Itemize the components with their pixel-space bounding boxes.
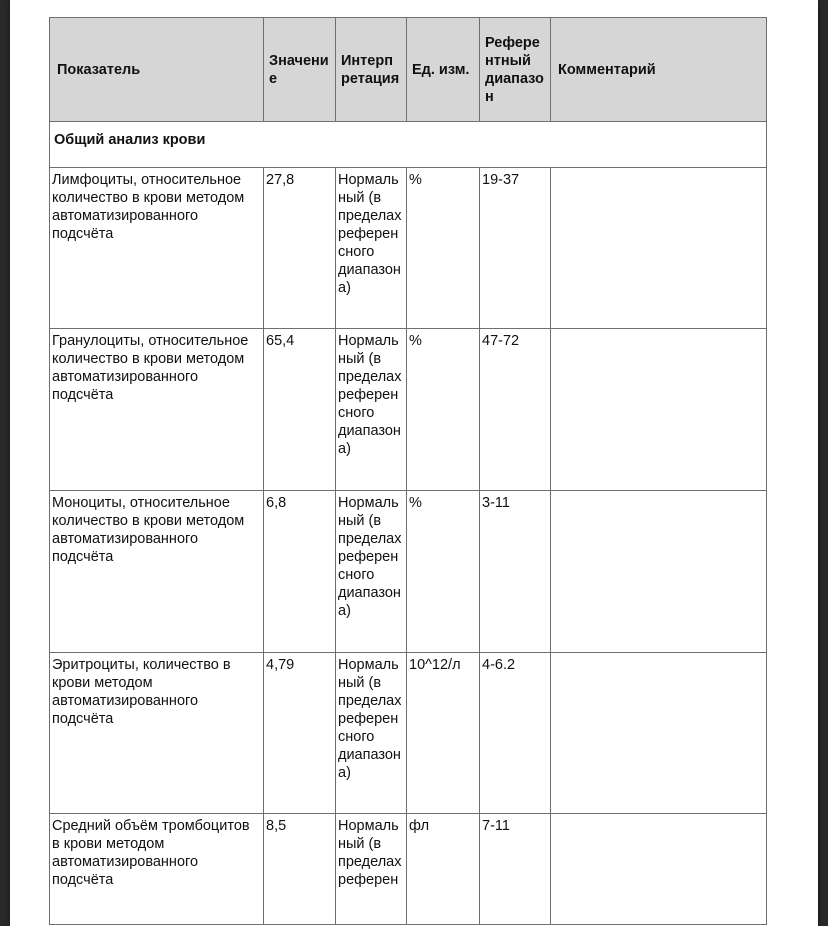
cell-interpretation: Нормальный (в пределах референсного диапазона): [336, 491, 407, 653]
cell-indicator: Эритроциты, количество в крови методом автоматизированного подсчёта: [50, 653, 264, 814]
cell-interpretation: Нормальный (в пределах референ: [336, 814, 407, 925]
cell-reference: 4-6.2: [480, 653, 551, 814]
cell-unit: фл: [407, 814, 480, 925]
cell-indicator: Лимфоциты, относительное количество в крови методом автоматизированного подсчёта: [50, 168, 264, 329]
section-row: [50, 122, 767, 168]
cell-reference: 47-72: [480, 329, 551, 491]
cell-reference: 19-37: [480, 168, 551, 329]
header-reference: Референтный диапазон: [480, 18, 551, 122]
header-interpretation: Интерпретация: [336, 18, 407, 122]
cell-unit: %: [407, 491, 480, 653]
cell-interpretation: Нормальный (в пределах референсного диапазона): [336, 653, 407, 814]
cell-comment: [551, 653, 767, 814]
header-indicator: Показатель: [50, 18, 264, 122]
cell-interpretation: Нормальный (в пределах референсного диапазона): [336, 329, 407, 491]
cell-comment: [551, 814, 767, 925]
cell-reference: 7-11: [480, 814, 551, 925]
section-title: Общий анализ крови: [50, 122, 767, 168]
cell-reference: 3-11: [480, 491, 551, 653]
table-row: [50, 653, 767, 814]
cell-value: 8,5: [264, 814, 336, 925]
header-unit: Ед. изм.: [407, 18, 480, 122]
cell-value: 4,79: [264, 653, 336, 814]
cell-comment: [551, 491, 767, 653]
document-page: [10, 0, 818, 926]
results-table: [49, 17, 767, 925]
table-row: [50, 329, 767, 491]
cell-indicator: Гранулоциты, относительное количество в крови методом автоматизированного подсчёта: [50, 329, 264, 491]
cell-unit: 10^12/л: [407, 653, 480, 814]
cell-interpretation: Нормальный (в пределах референсного диапазона): [336, 168, 407, 329]
cell-indicator: Моноциты, относительное количество в крови методом автоматизированного подсчёта: [50, 491, 264, 653]
cell-value: 65,4: [264, 329, 336, 491]
header-value: Значение: [264, 18, 336, 122]
table-row: [50, 168, 767, 329]
header-comment: Комментарий: [551, 18, 767, 122]
cell-unit: %: [407, 329, 480, 491]
cell-comment: [551, 329, 767, 491]
cell-unit: %: [407, 168, 480, 329]
table-header-row: [50, 18, 767, 122]
cell-value: 27,8: [264, 168, 336, 329]
table-row: [50, 491, 767, 653]
cell-value: 6,8: [264, 491, 336, 653]
cell-comment: [551, 168, 767, 329]
table-row: [50, 814, 767, 925]
cell-indicator: Средний объём тромбоцитов в крови методом автоматизированного подсчёта: [50, 814, 264, 925]
